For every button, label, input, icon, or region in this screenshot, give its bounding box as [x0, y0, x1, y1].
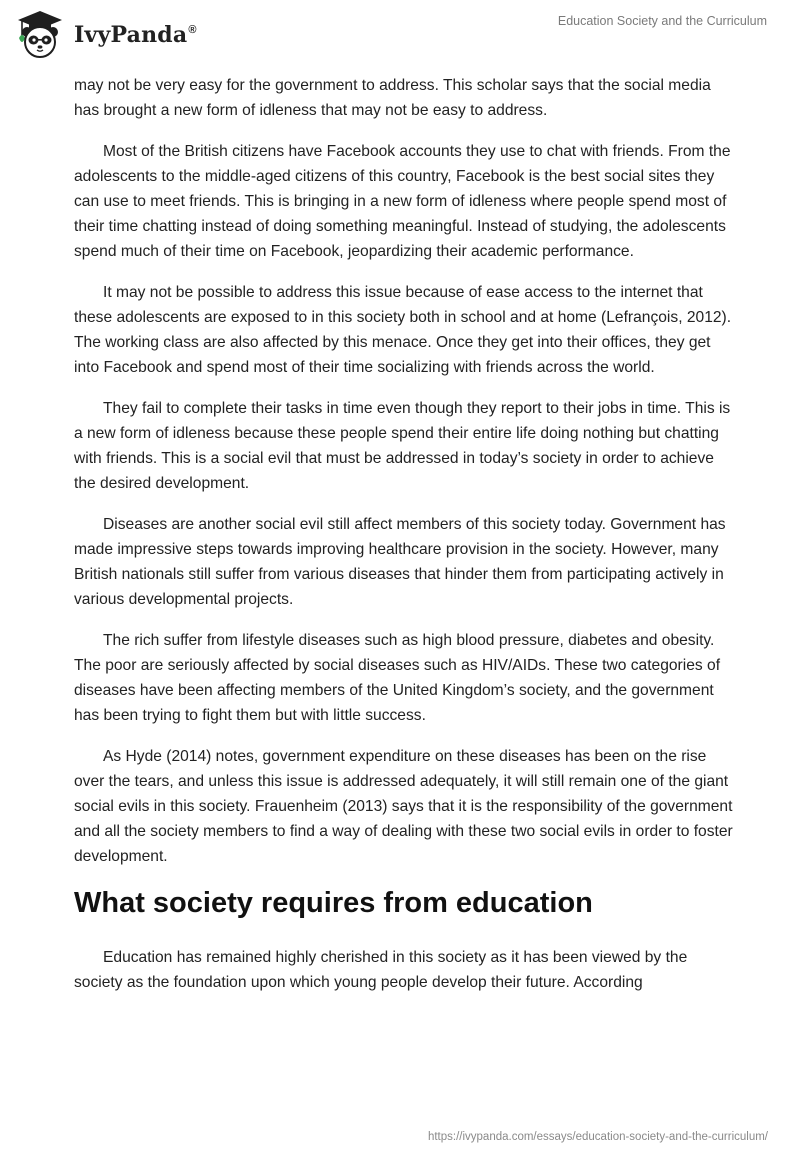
essay-body — [74, 73, 734, 1011]
logo-wordmark-text: IvyPanda — [74, 22, 188, 48]
ivypanda-logo[interactable] — [14, 8, 197, 60]
document-title: Education Society and the Curriculum — [557, 14, 767, 28]
registered-mark: ® — [188, 24, 197, 36]
paragraph: Education has remained highly cherished in this society as it has been viewed by the society as the foundation upon which young people develop their future. According — [74, 949, 688, 991]
paragraph: may not be very easy for the government to address. This scholar says that the social media has brought a new form of idleness that may not be easy to address. — [74, 77, 711, 119]
paragraph: It may not be possible to address this issue because of ease access to the internet that these adolescents are exposed to in this society both in school and at home (Lefrançois, 2012). The working class are also affected by this menace. Once they get into their offices, they get into Facebook and spend most of their time socializing with friends across the world. — [74, 284, 732, 376]
page-header — [0, 0, 800, 70]
panda-graduate-icon — [14, 8, 66, 60]
paragraph: Diseases are another social evil still affect members of this society today. Government has made impressive steps towards improving healthcare provision in the society. However, many British nationals still suffer from various diseases that hinder them from participating actively in various developmental projects. — [74, 516, 726, 608]
logo-wordmark — [74, 22, 197, 48]
section-heading: What society requires from education — [74, 887, 593, 919]
paragraph: As Hyde (2014) notes, government expenditure on these diseases has been on the rise over the tears, and unless this issue is addressed adequately, it will still remain one of the giant social evils in this society. Frauenheim (2013) says that it is the responsibility of the government and all the society members to find a way of dealing with these two social evils in order to foster development. — [74, 748, 733, 865]
paragraph: They fail to complete their tasks in time even though they report to their jobs in time. This is a new form of idleness because these people spend their entire life doing nothing but chatting with friends. This is a social evil that must be addressed in today’s society in order to achieve the desired development. — [74, 400, 731, 492]
paragraph: Most of the British citizens have Facebook accounts they use to chat with friends. From the adolescents to the middle-aged citizens of this country, Facebook is the best social sites they can use to meet friends. This is bringing in a new form of idleness where people spend most of their time chatting instead of doing something meaningful. Instead of studying, the adolescents spend much of their time on Facebook, jeopardizing their academic performance. — [74, 143, 731, 260]
source-url[interactable]: https://ivypanda.com/essays/education-society-and-the-curriculum/ — [427, 1131, 768, 1143]
paragraph: The rich suffer from lifestyle diseases such as high blood pressure, diabetes and obesity. The poor are seriously affected by social diseases such as HIV/AIDs. These two categories of diseases have been affecting members of the United Kingdom’s society, and the government has been trying to fight them but with little success. — [74, 632, 721, 724]
